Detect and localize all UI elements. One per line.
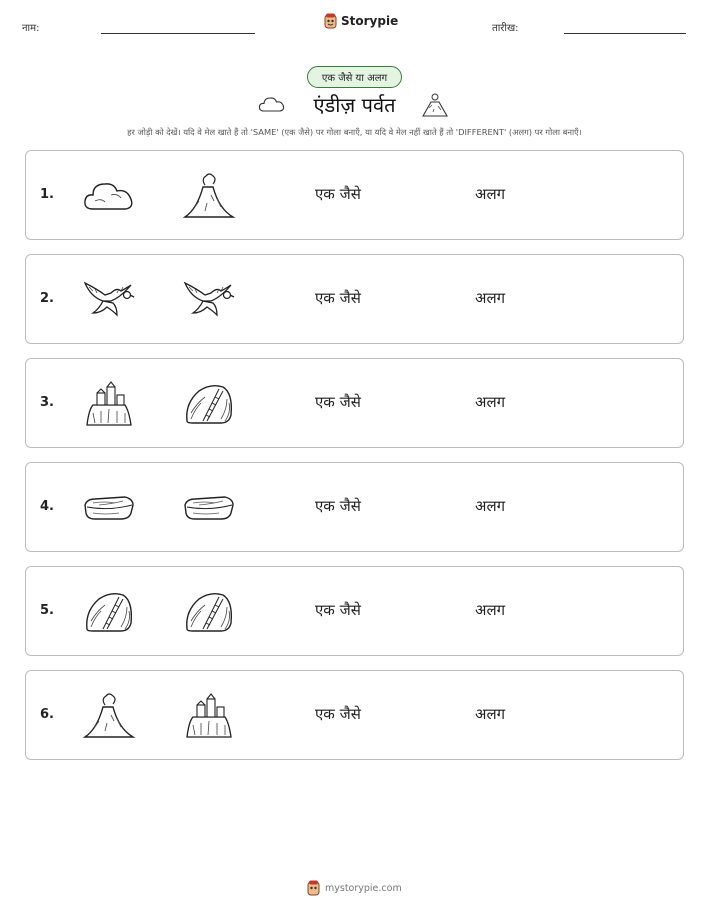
condor-icon (81, 275, 137, 325)
row-number: 3. (40, 395, 54, 410)
mountain-village-icon (181, 691, 237, 741)
date-label: तारीख: (492, 23, 519, 34)
volcano-icon (81, 691, 137, 741)
footer (307, 880, 402, 896)
flat-rock-icon (81, 483, 137, 533)
footer-url: mystorypie.com (325, 882, 402, 894)
different-option[interactable]: अलग (475, 393, 506, 411)
terraced-hill-icon (81, 587, 137, 637)
same-option[interactable]: एक जैसे (315, 185, 361, 203)
storypie-mascot-icon (324, 13, 337, 29)
name-line[interactable] (101, 33, 255, 34)
terraced-hill-icon (181, 379, 237, 429)
question-row (25, 670, 684, 760)
brand-name: Storypie (341, 14, 399, 28)
mountain-village-icon (81, 379, 137, 429)
row-number: 4. (40, 499, 54, 514)
same-option[interactable]: एक जैसे (315, 497, 361, 515)
instructions-text: हर जोड़ी को देखें। यदि वे मेल खाते हैं तो 'SAME' (एक जैसे) पर गोला बनाएँ, या यदि वे मेल नहीं खाते हैं तो 'DIFFERENT' (अलग) पर गोला बनाएँ। (127, 127, 582, 137)
row-number: 6. (40, 707, 54, 722)
different-option[interactable]: अलग (475, 705, 506, 723)
cloud-icon (81, 171, 137, 221)
same-option[interactable]: एक जैसे (315, 601, 361, 619)
different-option[interactable]: अलग (475, 185, 506, 203)
different-option[interactable]: अलग (475, 601, 506, 619)
question-row (25, 254, 684, 344)
question-row (25, 150, 684, 240)
row-number: 2. (40, 291, 54, 306)
name-label: नाम: (22, 23, 40, 34)
brand-logo (324, 13, 398, 29)
date-line[interactable] (564, 33, 686, 34)
different-option[interactable]: अलग (475, 289, 506, 307)
volcano-icon (421, 92, 449, 118)
same-option[interactable]: एक जैसे (315, 705, 361, 723)
row-number: 5. (40, 603, 54, 618)
condor-icon (181, 275, 237, 325)
question-row (25, 462, 684, 552)
same-option[interactable]: एक जैसे (315, 289, 361, 307)
terraced-hill-icon (181, 587, 237, 637)
different-option[interactable]: अलग (475, 497, 506, 515)
storypie-mascot-icon (307, 880, 320, 896)
question-row (25, 566, 684, 656)
page-title: एंडीज़ पर्वत (313, 93, 396, 117)
volcano-icon (181, 171, 237, 221)
flat-rock-icon (181, 483, 237, 533)
row-number: 1. (40, 187, 54, 202)
worksheet-tag: एक जैसे या अलग (307, 66, 402, 88)
question-row (25, 358, 684, 448)
same-option[interactable]: एक जैसे (315, 393, 361, 411)
